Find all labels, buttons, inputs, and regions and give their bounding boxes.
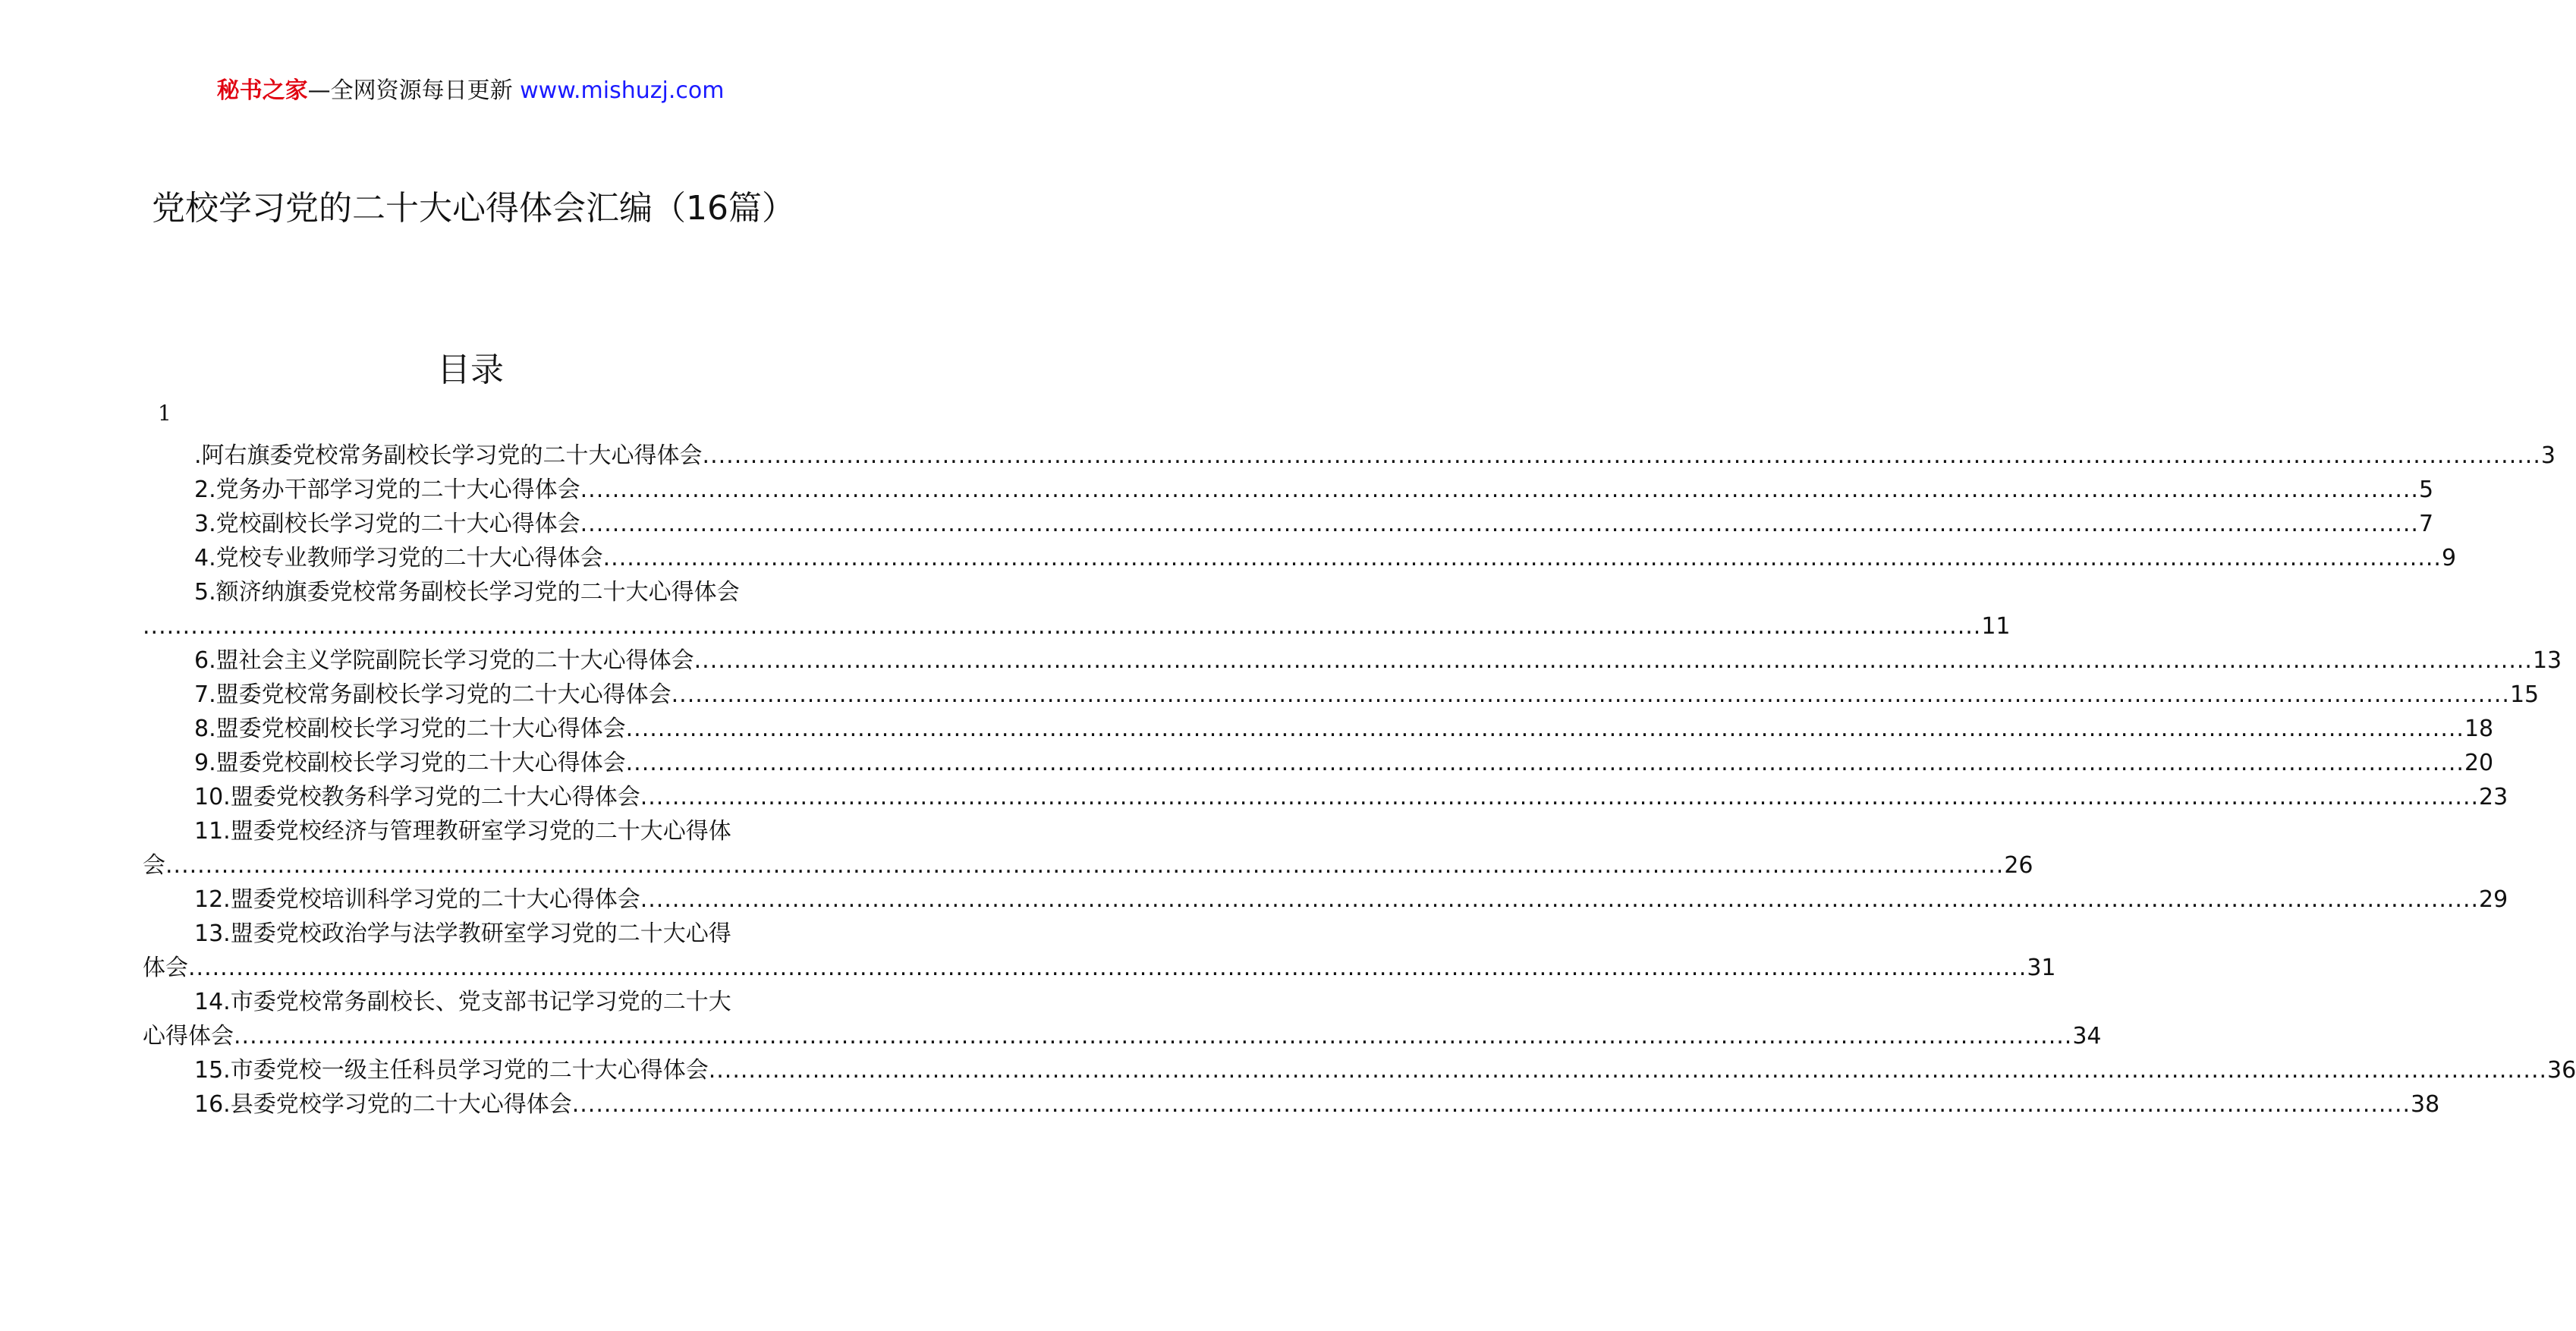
toc-entry-2[interactable] xyxy=(143,473,2434,507)
toc-entry-14[interactable] xyxy=(143,985,797,1019)
toc-page-number: 38 xyxy=(2411,1091,2440,1118)
toc-entry-9[interactable] xyxy=(143,746,2494,780)
toc-entry-13[interactable] xyxy=(143,917,797,951)
toc-entry-label-cont: 体会 xyxy=(143,955,188,981)
toc-entry-6[interactable] xyxy=(143,643,2562,678)
toc-heading: 目录 xyxy=(437,351,504,389)
toc-leader-dots: ...................................................................................................................................................................................................................................... xyxy=(708,1057,2548,1084)
toc-entry-label: 15.市委党校一级主任科员学习党的二十大心得体会 xyxy=(194,1057,709,1084)
toc-entry-11[interactable] xyxy=(143,814,797,848)
toc-entry-label: 7.盟委党校常务副校长学习党的二十大心得体会 xyxy=(194,681,672,708)
toc-page-number: 7 xyxy=(2418,511,2434,537)
toc-leader-dots: ...................................................................................................................................................................................................................................... xyxy=(188,955,2027,981)
toc-page-number: 34 xyxy=(2072,1023,2102,1049)
toc-entry-label: .阿右旗委党校常务副校长学习党的二十大心得体会 xyxy=(194,442,703,469)
toc-entry-15[interactable] xyxy=(143,1053,2576,1087)
brand-name: 秘书之家 xyxy=(216,77,308,104)
toc-entry-14-continuation[interactable] xyxy=(143,1019,2102,1053)
toc-entry-label: 3.党校副校长学习党的二十大心得体会 xyxy=(194,511,580,537)
toc-leader-dots: ...................................................................................................................................................................................................................................... xyxy=(234,1023,2073,1049)
toc-entry-7[interactable] xyxy=(143,678,2540,712)
toc-entry-label: 6.盟社会主义学院副院长学习党的二十大心得体会 xyxy=(194,647,694,674)
toc-page-number: 31 xyxy=(2027,955,2056,981)
toc-leader-dots: ...................................................................................................................................................................................................................................... xyxy=(671,681,2510,708)
toc-entry-label: 13.盟委党校政治学与法学教研室学习党的二十大心得 xyxy=(194,920,731,947)
toc-page-number: 9 xyxy=(2441,545,2457,571)
toc-page-number: 3 xyxy=(2540,442,2556,469)
toc-leader-dots: ...................................................................................................................................................................................................................................... xyxy=(143,613,1982,640)
toc-entry-label: 10.盟委党校教务科学习党的二十大心得体会 xyxy=(194,784,640,810)
toc-leader-dots: ...................................................................................................................................................................................................................................... xyxy=(571,1091,2411,1118)
toc-leader-dots: ...................................................................................................................................................................................................................................... xyxy=(602,545,2442,571)
toc-entry-5-continuation[interactable] xyxy=(143,609,2011,643)
toc-page-number: 18 xyxy=(2464,716,2494,742)
toc-entry-4[interactable] xyxy=(143,541,2457,575)
toc-page-number: 36 xyxy=(2547,1057,2576,1084)
toc-leader-dots: ...................................................................................................................................................................................................................................... xyxy=(625,716,2464,742)
toc-entry-12[interactable] xyxy=(143,883,2508,917)
toc-entry-label: 16.县委党校学习党的二十大心得体会 xyxy=(194,1091,572,1118)
toc-leader-dots: ...................................................................................................................................................................................................................................... xyxy=(165,852,2005,879)
toc-leader-dots: ...................................................................................................................................................................................................................................... xyxy=(580,511,2419,537)
toc-entry-label-cont: 会 xyxy=(143,852,165,879)
toc-entry-label: 4.党校专业教师学习党的二十大心得体会 xyxy=(194,545,603,571)
toc-entry-3[interactable] xyxy=(143,507,2434,541)
toc-leader-dots: ...................................................................................................................................................................................................................................... xyxy=(640,784,2480,810)
toc-page-number: 23 xyxy=(2479,784,2508,810)
toc-first-number: 1 xyxy=(158,401,171,426)
toc-entry-label-cont: 心得体会 xyxy=(143,1023,234,1049)
toc-entry-13-continuation[interactable] xyxy=(143,951,2056,985)
toc-entry-11-continuation[interactable] xyxy=(143,848,2033,883)
toc-entry-label: 14.市委党校常务副校长、党支部书记学习党的二十大 xyxy=(194,989,731,1015)
toc-page-number: 15 xyxy=(2509,681,2540,708)
toc-entry-8[interactable] xyxy=(143,712,2494,746)
site-url[interactable]: www.mishuzj.com xyxy=(520,77,725,104)
document-title: 党校学习党的二十大心得体会汇编（16篇） xyxy=(152,189,795,228)
toc-entry-label: 5.额济纳旗委党校常务副校长学习党的二十大心得体会 xyxy=(194,579,740,606)
toc-entry-label: 9.盟委党校副校长学习党的二十大心得体会 xyxy=(194,750,626,776)
toc-entry-5[interactable] xyxy=(143,575,797,609)
toc-leader-dots: ...................................................................................................................................................................................................................................... xyxy=(580,477,2419,503)
toc-page-number: 20 xyxy=(2464,750,2494,776)
toc-page-number: 26 xyxy=(2004,852,2033,879)
toc-entry-label: 12.盟委党校培训科学习党的二十大心得体会 xyxy=(194,886,640,913)
site-header xyxy=(0,76,941,106)
toc-page-number: 11 xyxy=(1981,613,2011,640)
toc-leader-dots: ...................................................................................................................................................................................................................................... xyxy=(694,647,2533,674)
toc-leader-dots: ...................................................................................................................................................................................................................................... xyxy=(625,750,2464,776)
toc-entry-label: 2.党务办干部学习党的二十大心得体会 xyxy=(194,477,580,503)
toc-leader-dots: ...................................................................................................................................................................................................................................... xyxy=(640,886,2480,913)
toc-entry-label: 11.盟委党校经济与管理教研室学习党的二十大心得体 xyxy=(194,818,731,845)
toc-entry-label: 8.盟委党校副校长学习党的二十大心得体会 xyxy=(194,716,626,742)
toc-page-number: 29 xyxy=(2479,886,2508,913)
toc-leader-dots: ...................................................................................................................................................................................................................................... xyxy=(702,442,2541,469)
table-of-contents xyxy=(143,439,2576,1122)
brand-tagline: —全网资源每日更新 xyxy=(307,77,513,104)
toc-page-number: 13 xyxy=(2532,647,2562,674)
toc-page-number: 5 xyxy=(2418,477,2434,503)
toc-entry-16[interactable] xyxy=(143,1087,2440,1122)
toc-entry-1[interactable] xyxy=(143,439,2556,473)
toc-entry-10[interactable] xyxy=(143,780,2508,814)
